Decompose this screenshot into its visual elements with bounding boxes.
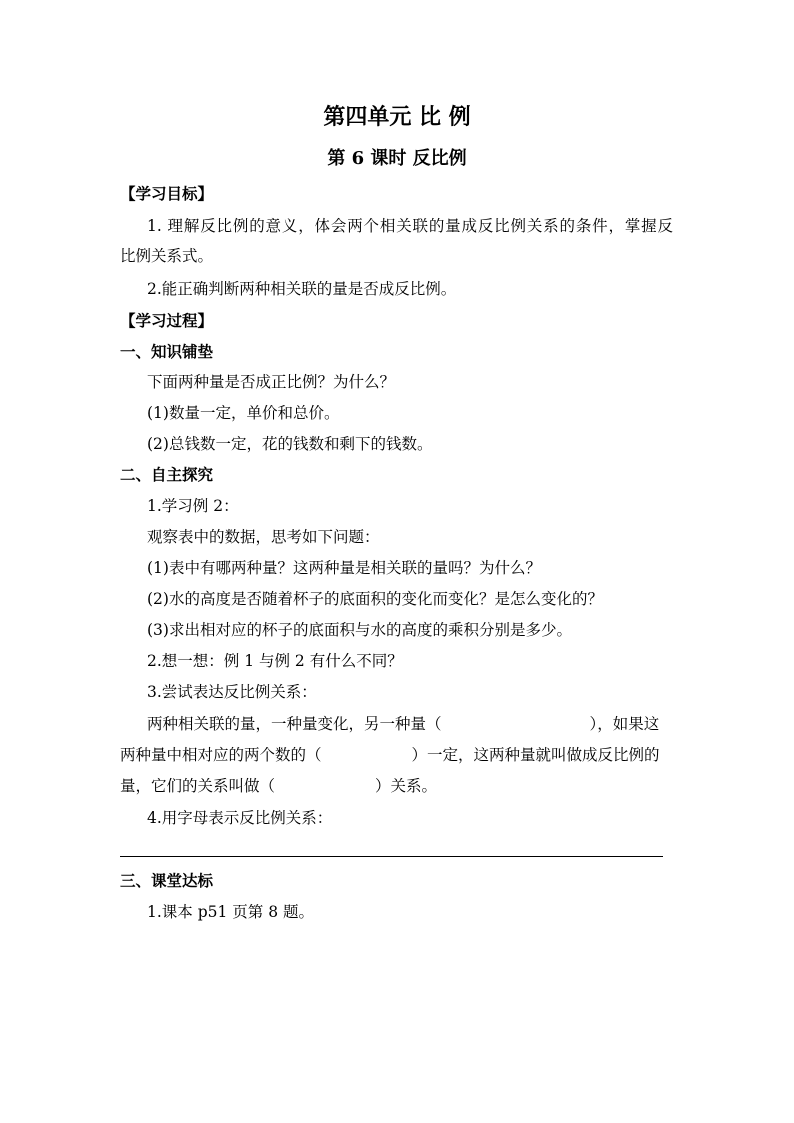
- fill-text: ）关系。: [375, 777, 438, 795]
- fill-text: ）一定，这两种量就叫做成反比例的: [411, 746, 660, 764]
- objective-1-line-1: 1. 理解反比例的意义，体会两个相关联的量成反比例关系的条件，掌握反: [147, 217, 673, 235]
- section-1-item-1: (1)数量一定，单价和总价。: [147, 404, 340, 422]
- section-1-heading: 一、知识铺垫: [120, 342, 214, 361]
- objective-1-line-2: 比例关系式。: [120, 247, 214, 265]
- section-1-item-2: (2)总钱数一定，花的钱数和剩下的钱数。: [147, 435, 433, 453]
- section-3-heading: 三、课堂达标: [120, 871, 214, 890]
- step-1: 1.学习例 2：: [147, 497, 239, 515]
- lesson-title: 第 6 课时 反比例: [327, 148, 467, 169]
- process-heading: 【学习过程】: [120, 311, 214, 330]
- answer-line[interactable]: [120, 856, 663, 857]
- fill-text: ），如果这: [589, 715, 660, 733]
- question-2: (2)水的高度是否随着杯子的底面积的变化而变化？是怎么变化的？: [147, 590, 603, 608]
- objective-2: 2.能正确判断两种相关联的量是否成反比例。: [147, 280, 457, 298]
- step-4: 4.用字母表示反比例关系：: [147, 809, 333, 827]
- fill-in-paragraph-line-1: [147, 714, 659, 734]
- fill-in-paragraph-line-3: [120, 776, 437, 796]
- observe-instruction: 观察表中的数据，思考如下问题：: [147, 528, 380, 546]
- fill-text: 量，它们的关系叫做（: [120, 777, 276, 795]
- fill-text: 两种量中相对应的两个数的（: [120, 746, 322, 764]
- objectives-heading: 【学习目标】: [120, 184, 214, 203]
- section-2-heading: 二、自主探究: [120, 465, 214, 484]
- question-1: (1)表中有哪两种量？这两种量是相关联的量吗？为什么？: [147, 559, 541, 577]
- section-1-question: 下面两种量是否成正比例？为什么？: [147, 373, 396, 391]
- unit-title: 第四单元 比 例: [323, 104, 471, 130]
- fill-in-paragraph-line-2: [120, 745, 660, 765]
- section-3-item-1: 1.课本 p51 页第 8 题。: [147, 903, 315, 921]
- step-3: 3.尝试表达反比例关系：: [147, 683, 317, 701]
- step-2: 2.想一想：例 1 与例 2 有什么不同？: [147, 652, 403, 670]
- question-3: (3)求出相对应的杯子的底面积与水的高度的乘积分别是多少。: [147, 621, 572, 639]
- fill-text: 两种相关联的量，一种量变化，另一种量（: [147, 715, 442, 733]
